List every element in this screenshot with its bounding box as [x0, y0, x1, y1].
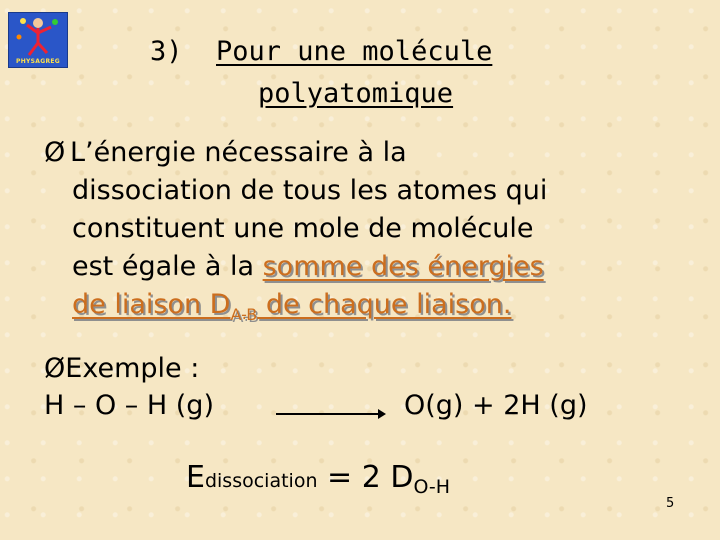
logo-text: PHYSAGREG: [16, 58, 60, 65]
definition-paragraph: [44, 134, 664, 334]
bond-oh-subscript: O-H: [413, 476, 451, 498]
example-label: ØExemple :: [44, 353, 200, 384]
paragraph-line-3: constituent une mole de molécule: [72, 213, 534, 244]
juggler-figure-icon: [9, 13, 67, 59]
reaction-products: O(g) + 2H (g): [404, 390, 588, 421]
arrow-bullet-icon: Ø: [44, 137, 66, 168]
title-line-2: polyatomique: [258, 78, 454, 109]
logo: [8, 12, 68, 68]
dissociation-energy-equation: Edissociation = 2 $D_{O-H}$: [186, 460, 451, 498]
bond-subscript: A-B: [230, 305, 258, 324]
highlight-bond-b: de chaque liaison.: [257, 289, 512, 320]
highlight-sum-energies: somme des énergies: [262, 251, 544, 282]
paragraph-line-4-text: est égale à la: [72, 251, 263, 282]
arrow-bullet-icon: Ø: [44, 353, 66, 384]
paragraph-line-4: [44, 248, 664, 286]
energy-equals: = 2 D: [317, 460, 414, 495]
title-number: 3): [150, 36, 183, 67]
paragraph-line-5: [44, 286, 664, 334]
highlight-bond-a: de liaison $D_{A-B}$ de chaque liaison.: [72, 289, 512, 324]
title-line-1: Pour une molécule: [216, 36, 493, 67]
paragraph-line-2: dissociation de tous les atomes qui: [72, 175, 548, 206]
reaction-arrow-icon: [276, 408, 386, 420]
reaction-reactant: H – O – H (g): [44, 390, 214, 421]
page-number: 5: [666, 496, 675, 511]
energy-subscript: dissociation: [204, 470, 318, 492]
paragraph-line-1: L’énergie nécessaire à la: [70, 137, 407, 168]
